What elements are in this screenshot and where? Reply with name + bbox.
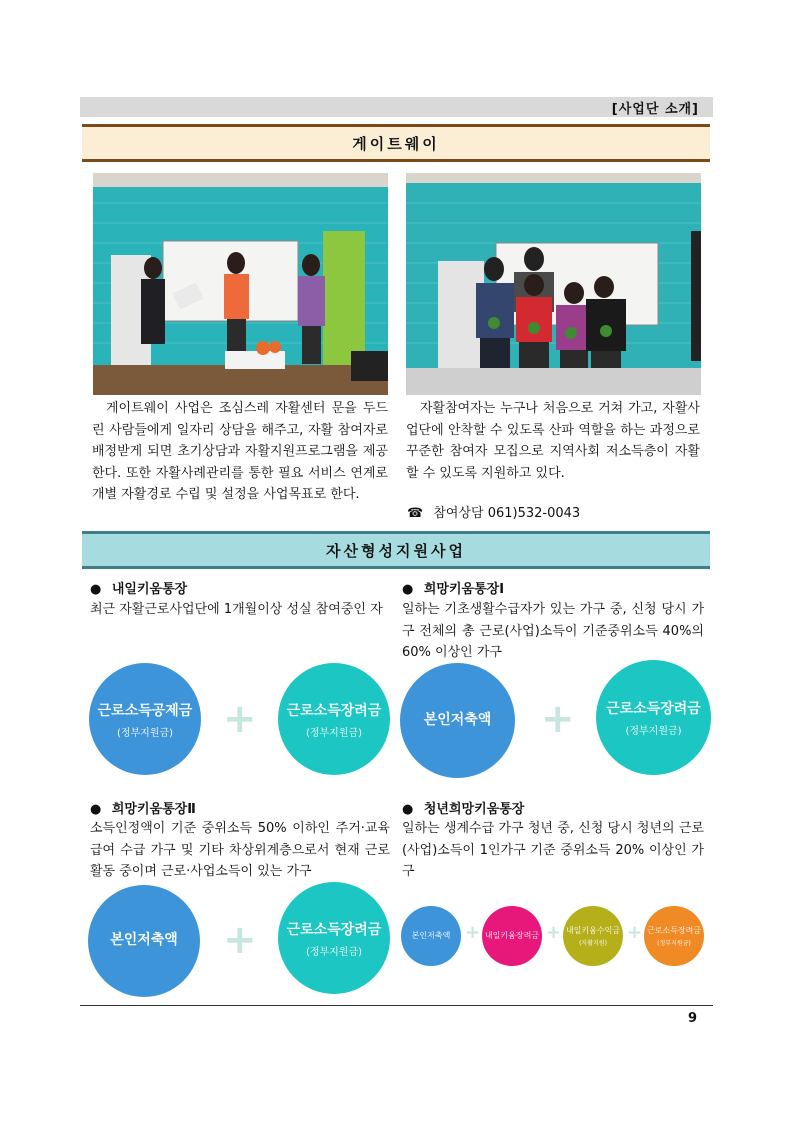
gateway-title: 게이트웨이	[352, 134, 440, 153]
contact-line	[407, 502, 580, 521]
item-heading-4: ● 청년희망키움통장	[402, 802, 525, 817]
photo-left-illustration	[93, 173, 388, 395]
item4-circle-3: 내일키움수익금 (자활지원)	[563, 906, 623, 966]
item-text-1: 최근 자활근로사업단에 1개월이상 성실 참여중인 자	[90, 602, 383, 617]
bullet-icon: ●	[402, 582, 414, 597]
gateway-right-text: 자활참여자는 누구나 처음으로 거쳐 가고, 자활사업단에 안착할 수 있도록 산파 역할을 하는 과정으로 꾸준한 참여자 모집으로 지역사회 저소득층이 자활할 수 있도록 지원하고 있다.	[406, 401, 700, 481]
item-text-4: 일하는 생계수급 가구 청년 중, 신청 당시 청년의 근로(사업)소득이 1인가구 기준 중위소득 20% 이상인 가구	[402, 821, 704, 879]
footer-divider	[80, 1005, 713, 1006]
item-heading-1: ● 내일키움통장	[90, 582, 188, 597]
bullet-icon: ●	[90, 802, 102, 817]
plus-icon: +	[465, 922, 481, 943]
gateway-title-banner	[82, 124, 710, 162]
item-heading-3: ● 희망키움통장Ⅱ	[90, 802, 196, 817]
bullet-icon: ●	[402, 802, 414, 817]
gateway-left-text: 게이트웨이 사업은 조심스레 자활센터 문을 두드린 사람들에게 일자리 상담을 해주고, 자활 참여자로 배정받게 되면 초기상담과 자활지원프로그램을 제공한다. 또한 자활사례관리를 통한 필요 서비스 연계로 개별 자활경로 수립 및 설정을 사업목표로 한다.	[92, 401, 388, 502]
asset-title: 자산형성지원사업	[326, 541, 466, 560]
asset-title-banner	[82, 531, 710, 569]
item-text-2: 일하는 기초생활수급자가 있는 가구 중, 신청 당시 가구 전체의 총 근로(사업)소득이 기준중위소득 40%의 60% 이상인 가구	[402, 602, 704, 660]
plus-icon: +	[223, 917, 257, 963]
item1-circle-1: 근로소득공제금 (정부지원금)	[89, 663, 201, 775]
phone-icon: ☎	[407, 506, 424, 521]
gateway-photo-left	[93, 173, 388, 395]
item1-circle-2: 근로소득장려금 (정부지원금)	[278, 663, 390, 775]
item4-circle-2: 내일키움장려금	[482, 906, 542, 966]
item4-circle-4: 근로소득장려금 (정부지원금)	[644, 906, 704, 966]
item4-circle-1: 본인저축액	[401, 906, 461, 966]
contact-text: 참여상담 061)532-0043	[433, 506, 581, 521]
bullet-icon: ●	[90, 582, 102, 597]
plus-icon: +	[223, 696, 257, 742]
item-heading-2: ● 희망키움통장Ⅰ	[402, 582, 505, 597]
gateway-photo-right	[406, 173, 701, 395]
page-number: 9	[687, 1011, 697, 1026]
item3-circle-1: 본인저축액	[88, 885, 200, 997]
plus-icon: +	[546, 922, 562, 943]
plus-icon: +	[627, 922, 643, 943]
item3-circle-2: 근로소득장려금 (정부지원금)	[278, 882, 390, 994]
plus-icon: +	[541, 696, 575, 742]
photo-right-illustration	[406, 173, 701, 395]
section-tag: [사업단 소개]	[611, 102, 699, 117]
item2-circle-1: 본인저축액	[400, 663, 515, 778]
item2-circle-2: 근로소득장려금 (정부지원금)	[596, 660, 711, 775]
item-text-3: 소득인정액이 기준 중위소득 50% 이하인 주거·교육급여 수급 가구 및 기타 차상위계층으로서 현재 근로활동 중이며 근로·사업소득이 있는 가구	[90, 821, 390, 879]
